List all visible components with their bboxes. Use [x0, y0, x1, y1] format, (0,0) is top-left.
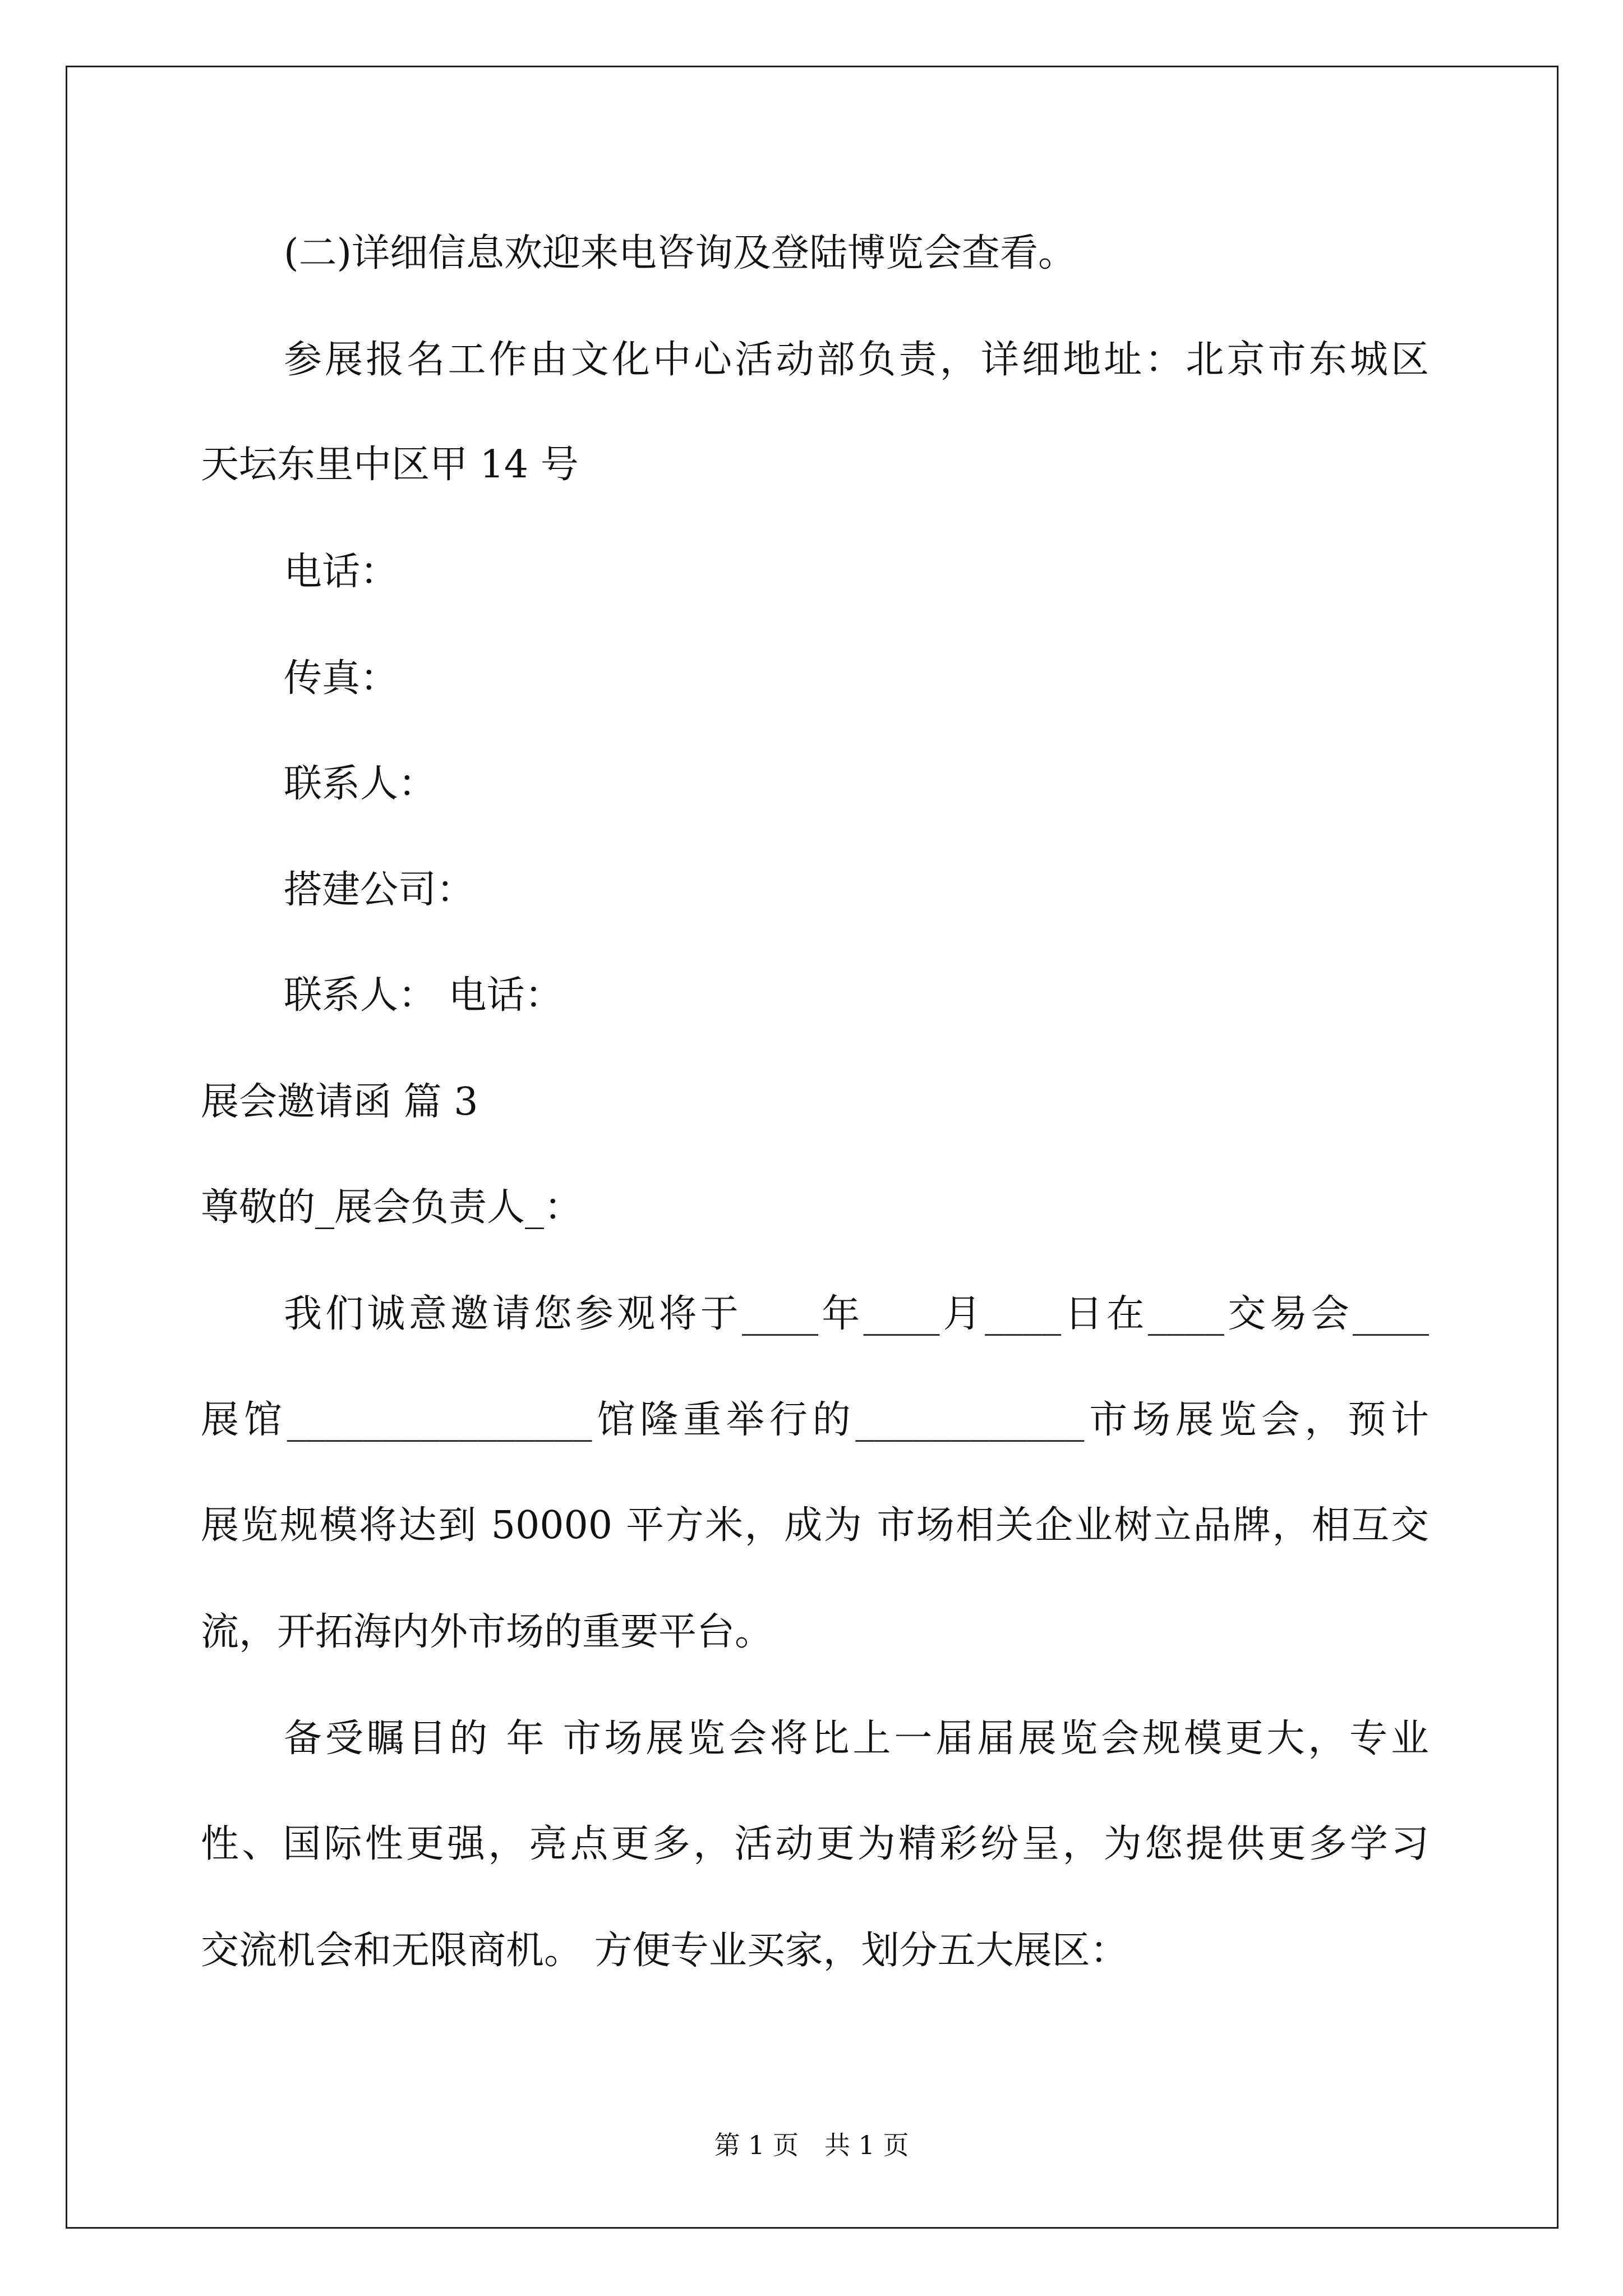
contact-person-phone-label: 联系人： 电话：	[284, 973, 563, 1018]
salutation: 尊敬的_展会负责人_：	[201, 1185, 583, 1230]
invitation-line3: 展览规模将达到 50000 平方米，成为 市场相关企业树立品牌，相互交	[201, 1503, 1429, 1548]
page-border	[66, 66, 1559, 2229]
paragraph-registration-line1: 参展报名工作由文化中心活动部负责，详细地址：北京市东城区	[284, 338, 1429, 382]
construction-company-label: 搭建公司：	[284, 868, 475, 912]
paragraph-registration-line2: 天坛东里中区甲 14 号	[201, 443, 579, 487]
paragraph-detail-info: (二)详细信息欢迎来电咨询及登陆博览会查看。	[284, 231, 1077, 275]
page-footer: 第 1 页 共 1 页	[714, 2130, 909, 2160]
highlight-line3: 交流机会和无限商机。 方便专业买家，划分五大展区：	[201, 1929, 1128, 1973]
invitation-line2: 展馆________________馆隆重举行的____________市场展览会，预计	[201, 1398, 1429, 1442]
invitation-line1: 我们诚意邀请您参观将于____年____月____日在____交易会____	[284, 1292, 1429, 1336]
section-heading: 展会邀请函 篇 3	[201, 1080, 478, 1124]
highlight-line1: 备受瞩目的 年 市场展览会将比上一届届展览会规模更大，专业	[284, 1717, 1429, 1761]
contact-phone-label: 电话：	[284, 550, 399, 594]
contact-person-label: 联系人：	[284, 762, 437, 806]
contact-fax-label: 传真：	[284, 656, 399, 701]
invitation-line4: 流，开拓海内外市场的重要平台。	[201, 1610, 773, 1654]
highlight-line2: 性、国际性更强，亮点更多，活动更为精彩纷呈，为您提供更多学习	[201, 1822, 1429, 1866]
